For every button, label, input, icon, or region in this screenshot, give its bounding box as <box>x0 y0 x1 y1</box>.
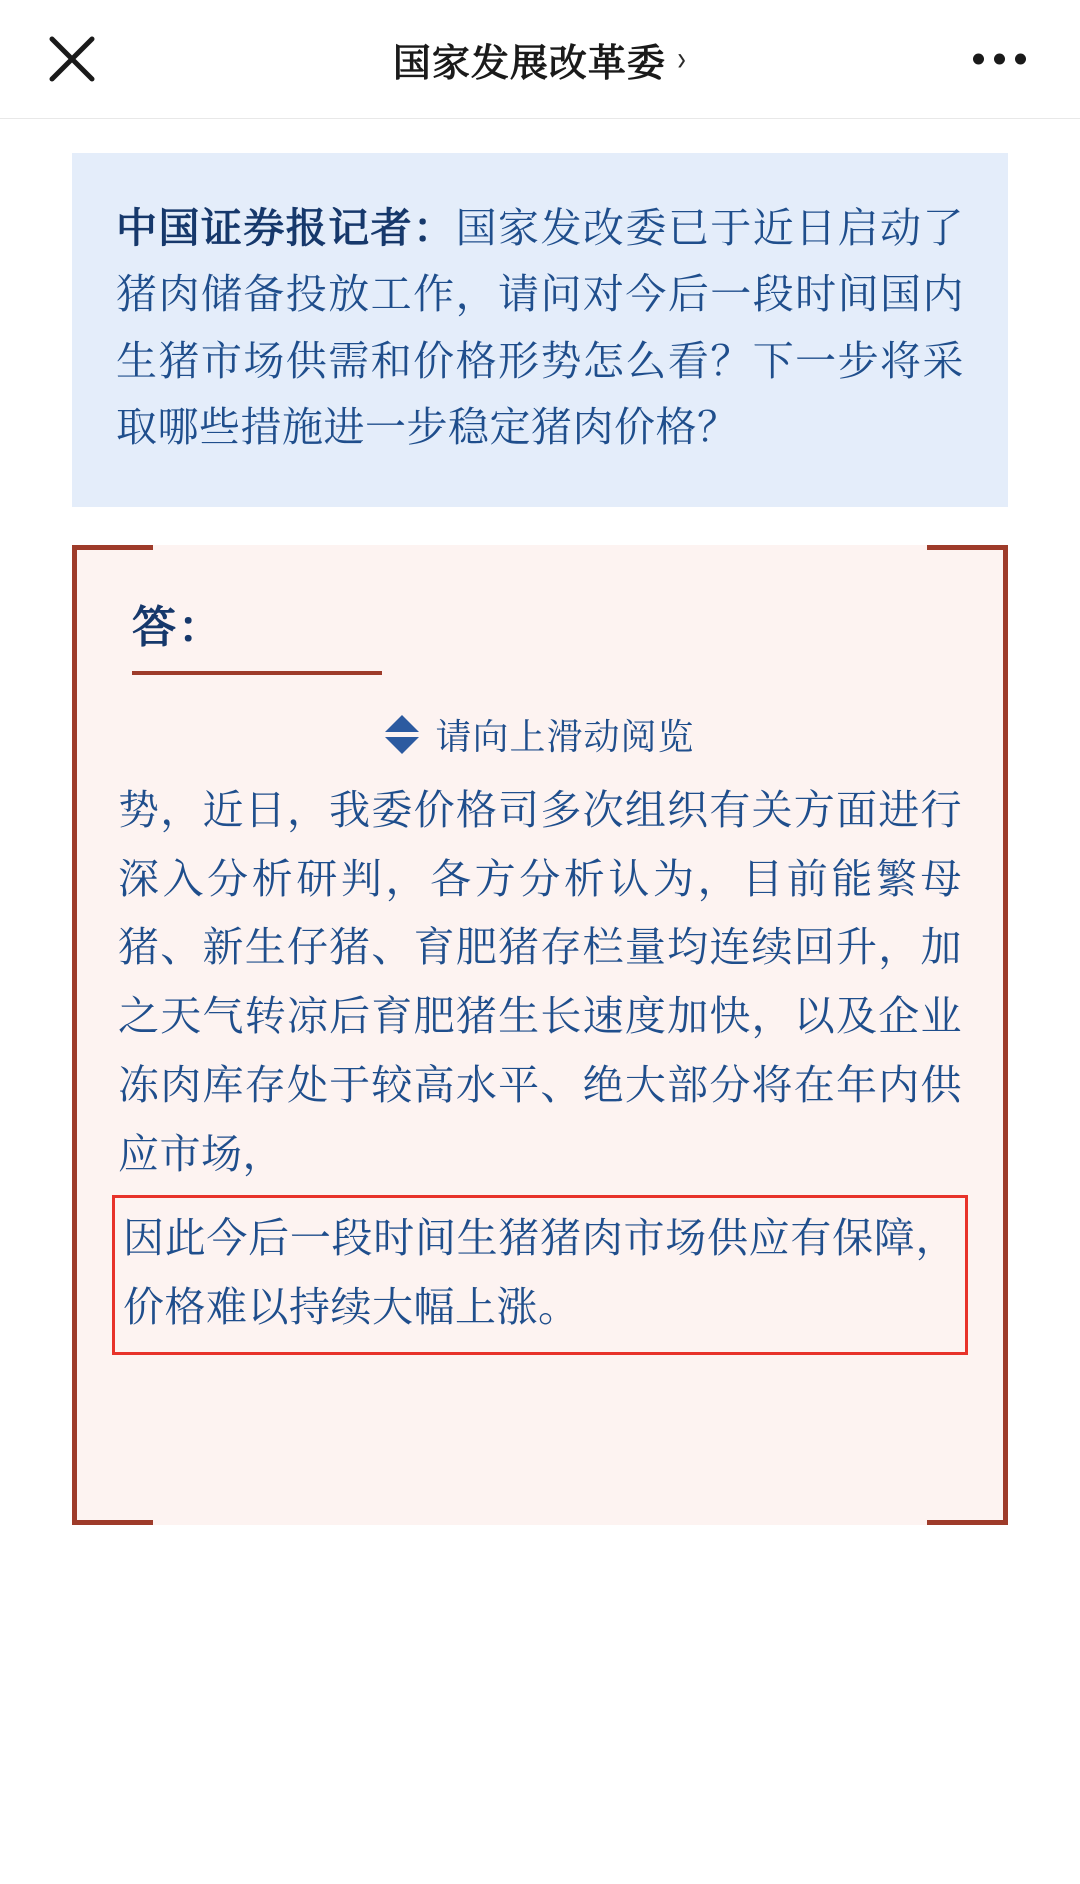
arrow-up-icon <box>385 715 419 732</box>
answer-body-text: 势，近日，我委价格司多次组织有关方面进行深入分析研判，各方分析认为，目前能繁母猪、新生仔猪、育肥猪存栏量均连续回升，加之天气转凉后育肥猪生长速度加快，以及企业冻肉库存处于较高水平、绝大部分将在年内供应市场， <box>118 786 962 1177</box>
question-text <box>116 195 964 461</box>
answer-label: 答： <box>132 602 224 652</box>
chevron-right-icon: › <box>677 40 686 78</box>
answer-highlight-text: 因此今后一段时间生猪猪肉市场供应有保障，价格难以持续大幅上涨。 <box>112 1195 968 1355</box>
answer-card <box>72 545 1008 1525</box>
more-dot <box>994 54 1005 65</box>
page-title-text: 国家发展改革委 <box>392 42 666 85</box>
corner-decoration <box>927 1444 1008 1525</box>
more-dot <box>1015 54 1026 65</box>
question-body: 国家发改委已于近日启动了猪肉储备投放工作，请问对今后一段时间国内生猪市场供需和价格形势怎么看？下一步将采取哪些措施进一步稳定猪肉价格？ <box>116 205 964 451</box>
scroll-hint-text: 请向上滑动阅览 <box>435 715 695 757</box>
top-navigation-bar <box>0 0 1080 119</box>
edge-decoration <box>72 621 77 1449</box>
scroll-hint[interactable] <box>112 709 968 760</box>
arrow-down-icon <box>385 737 419 754</box>
close-icon[interactable] <box>44 31 100 87</box>
answer-label-underline <box>132 671 382 675</box>
scroll-arrows-icon <box>385 715 419 754</box>
page-title[interactable] <box>0 32 1080 87</box>
more-dot <box>973 54 984 65</box>
question-reporter-label: 中国证券报记者： <box>116 205 456 251</box>
question-card <box>72 153 1008 507</box>
more-options-icon[interactable] <box>963 44 1036 75</box>
edge-decoration <box>1003 621 1008 1449</box>
article-content <box>0 153 1080 1525</box>
corner-decoration <box>72 1444 153 1525</box>
